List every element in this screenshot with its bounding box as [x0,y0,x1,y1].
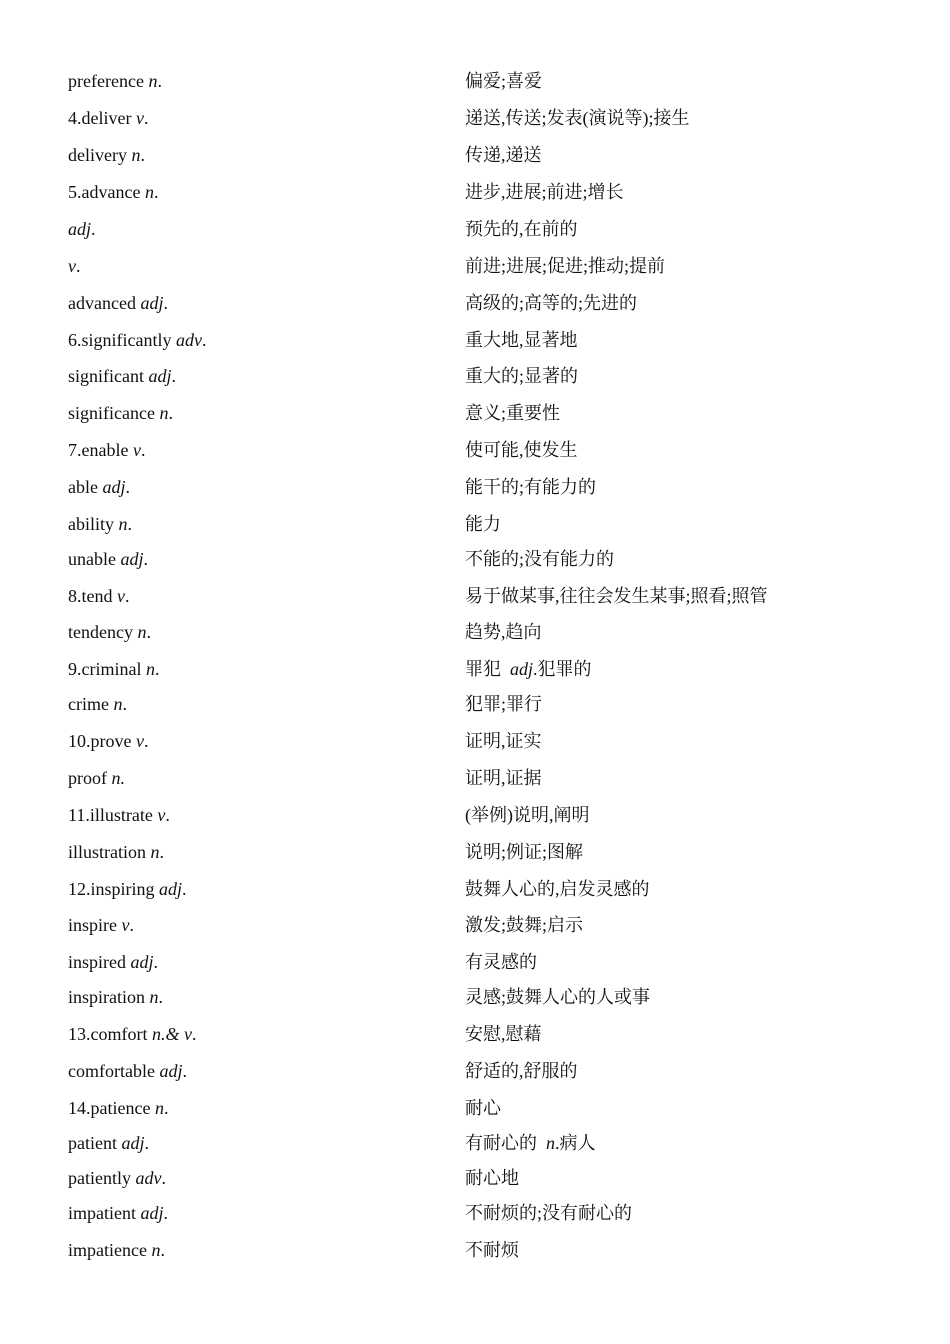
chinese-meaning [465,692,542,716]
word: delivery [68,145,132,165]
english-term [68,143,145,167]
chinese-meaning [465,950,537,974]
part-of-speech: v [68,256,76,276]
meaning-text: 易于做某事,往往会发生某事;照看;照管 [465,586,768,606]
vocab-row [0,729,950,759]
meaning-text: 有耐心的 [465,1133,546,1153]
english-term [68,180,158,204]
pos-period: . [159,842,164,862]
part-of-speech: n [137,622,147,642]
english-term [68,657,159,681]
part-of-speech: v [132,440,141,460]
pos-period: . [153,952,159,972]
part-of-speech: adj [120,549,144,569]
meaning-text: 罪犯 [465,659,510,679]
pos-period: . [182,1061,187,1081]
english-term [68,438,145,462]
meaning-text: 高级的;高等的;先进的 [465,293,638,313]
word: significant [68,366,149,386]
pos-period: . [165,805,170,825]
english-term [68,877,187,901]
part-of-speech: v [117,586,125,606]
vocab-row [0,180,950,210]
meaning-text: 激发;鼓舞;启示 [465,915,584,935]
meaning-extra: .犯罪的 [533,659,592,679]
vocab-row [0,512,950,542]
part-of-speech: n [150,842,160,862]
word: 8.tend [68,586,117,606]
word: 5.advance [68,182,145,202]
meaning-text: 证明,证据 [465,768,542,788]
meaning-text: 有灵感的 [465,952,537,972]
meaning-text: 灵感;鼓舞人心的人或事 [465,987,650,1007]
english-term [68,1022,196,1046]
meaning-text: 耐心地 [465,1168,519,1188]
pos-period: . [125,586,130,606]
vocab-row [0,547,950,577]
pos-period: . [146,622,151,642]
vocab-row [0,1131,950,1161]
word: inspiration [68,987,150,1007]
word: able [68,477,103,497]
meaning-text: 前进;进展;促进;推动;提前 [465,256,666,276]
pos-period: . [143,549,148,569]
chinese-meaning [465,291,637,315]
pos-period: . [143,108,149,128]
part-of-speech: n [118,514,128,534]
chinese-meaning [465,877,650,901]
chinese-meaning [465,729,542,753]
word: 12.inspiring [68,879,160,899]
vocab-row [0,657,950,687]
meaning-text: 不能的;没有能力的 [465,549,615,569]
english-term [68,291,168,315]
english-term [68,729,148,753]
english-term [68,69,162,93]
english-term [68,475,130,499]
meaning-text: 证明,证实 [465,731,542,751]
meaning-text: 不耐烦的;没有耐心的 [465,1203,633,1223]
pos-period: . [76,256,81,276]
part-of-speech: adj [159,879,183,899]
word: 6.significantly [68,330,176,350]
meaning-text: 趋势,趋向 [465,622,542,642]
meaning-text: 重大的;显著的 [465,366,579,386]
vocab-row [0,584,950,614]
vocab-row [0,803,950,833]
english-term [68,1201,168,1225]
chinese-meaning [465,180,624,204]
word: 7.enable [68,440,133,460]
vocab-row [0,475,950,505]
part-of-speech: n [154,1098,164,1118]
part-of-speech: n [131,145,141,165]
meaning-text: 鼓舞人心的,启发灵感的 [465,879,650,899]
part-of-speech: n [149,987,159,1007]
meaning-extra: .病人 [555,1133,596,1153]
meaning-part-of-speech: n [546,1133,555,1153]
word: comfortable [68,1061,160,1081]
english-term [68,1166,166,1190]
vocab-row [0,692,950,722]
english-term [68,620,151,644]
chinese-meaning [465,401,560,425]
chinese-meaning [465,1059,578,1083]
meaning-text: (举例)说明,阐明 [465,805,590,825]
vocab-row [0,217,950,247]
vocab-row [0,438,950,468]
vocab-row [0,364,950,394]
chinese-meaning [465,766,542,790]
english-term [68,106,148,130]
vocab-row [0,106,950,136]
pos-period: . [91,219,96,239]
part-of-speech: adj [159,1061,183,1081]
part-of-speech: adj [68,219,92,239]
english-term [68,584,130,608]
part-of-speech: n [144,182,154,202]
english-term [68,254,81,278]
vocab-row [0,1166,950,1196]
chinese-meaning [465,620,542,644]
english-term [68,1238,165,1262]
part-of-speech: n [145,659,155,679]
word: inspired [68,952,131,972]
english-term [68,1059,187,1083]
vocab-row [0,985,950,1015]
part-of-speech: adj [130,952,154,972]
vocab-row [0,1096,950,1126]
meaning-text: 耐心 [465,1098,501,1118]
vocab-row [0,1022,950,1052]
word: unable [68,549,121,569]
pos-period: . [163,1203,168,1223]
word: 13.comfort [68,1024,152,1044]
vocab-row [0,1059,950,1089]
part-of-speech: adj [121,1133,145,1153]
part-of-speech: n [148,71,158,91]
pos-period: . [144,1133,149,1153]
part-of-speech: n. [111,768,125,788]
english-term [68,1096,168,1120]
pos-period: . [158,987,163,1007]
pos-period: . [143,731,149,751]
pos-period: . [161,1168,166,1188]
pos-period: . [125,477,130,497]
part-of-speech: adj [148,366,172,386]
part-of-speech: n [151,1240,161,1260]
english-term [68,766,125,790]
vocab-row [0,254,950,284]
chinese-meaning [465,1201,632,1225]
english-term [68,547,148,571]
pos-period: . [140,440,146,460]
word: 14.patience [68,1098,155,1118]
meaning-text: 使可能,使发生 [465,440,578,460]
pos-period: . [171,366,176,386]
chinese-meaning [465,328,578,352]
meaning-text: 说明;例证;图解 [465,842,584,862]
vocab-row [0,328,950,358]
chinese-meaning [465,512,501,536]
chinese-meaning [465,475,596,499]
vocab-row [0,840,950,870]
part-of-speech: v [157,805,166,825]
english-term [68,840,164,864]
meaning-text: 舒适的,舒服的 [465,1061,578,1081]
meaning-text: 偏爱;喜爱 [465,71,543,91]
vocab-row [0,620,950,650]
chinese-meaning [465,803,590,827]
word: 10.prove [68,731,136,751]
pos-period: . [182,879,187,899]
part-of-speech: n.& v [151,1024,192,1044]
english-term [68,364,176,388]
part-of-speech: adj [140,293,164,313]
part-of-speech: adj [102,477,126,497]
meaning-part-of-speech: adj [510,659,534,679]
english-term [68,913,134,937]
word: impatience [68,1240,152,1260]
vocab-row [0,766,950,796]
meaning-text: 安慰,慰藉 [465,1024,542,1044]
pos-period: . [163,293,168,313]
chinese-meaning [465,1131,596,1155]
vocab-row [0,950,950,980]
chinese-meaning [465,69,542,93]
meaning-text: 犯罪;罪行 [465,694,543,714]
chinese-meaning [465,840,583,864]
word: tendency [68,622,138,642]
english-term [68,217,96,241]
chinese-meaning [465,584,768,608]
chinese-meaning [465,143,542,167]
part-of-speech: n [113,694,123,714]
word: advanced [68,293,141,313]
word: proof [68,768,112,788]
english-term [68,692,127,716]
chinese-meaning [465,364,578,388]
word: ability [68,514,119,534]
vocab-row [0,143,950,173]
pos-period: . [122,694,127,714]
word: significance [68,403,160,423]
vocab-row [0,1238,950,1268]
chinese-meaning [465,657,592,681]
word: impatient [68,1203,141,1223]
chinese-meaning [465,438,578,462]
english-term [68,985,163,1009]
chinese-meaning [465,254,665,278]
meaning-text: 预先的,在前的 [465,219,578,239]
word: crime [68,694,114,714]
meaning-text: 重大地,显著地 [465,330,578,350]
word: 11.illustrate [68,805,158,825]
meaning-text: 意义;重要性 [465,403,561,423]
pos-period: . [168,403,173,423]
vocab-row [0,913,950,943]
vocab-row [0,291,950,321]
meaning-text: 进步,进展;前进;增长 [465,182,624,202]
part-of-speech: adv [135,1168,162,1188]
word: patient [68,1133,122,1153]
pos-period: . [163,1098,169,1118]
part-of-speech: adv [175,330,202,350]
word: illustration [68,842,151,862]
pos-period: . [160,1240,165,1260]
vocab-row [0,877,950,907]
vocab-row [0,401,950,431]
meaning-text: 能力 [465,514,501,534]
chinese-meaning [465,1022,542,1046]
word: inspire [68,915,122,935]
english-term [68,328,206,352]
chinese-meaning [465,106,690,130]
word: 4.deliver [68,108,136,128]
vocab-row [0,69,950,99]
word: preference [68,71,149,91]
chinese-meaning [465,217,578,241]
chinese-meaning [465,1238,519,1262]
english-term [68,1131,149,1155]
pos-period: . [127,514,132,534]
part-of-speech: v [135,731,144,751]
english-term [68,401,173,425]
vocab-row [0,1201,950,1231]
pos-period: . [157,71,162,91]
pos-period: . [191,1024,197,1044]
meaning-text: 传递,递送 [465,145,542,165]
word: 9.criminal [68,659,146,679]
pos-period: . [140,145,145,165]
chinese-meaning [465,1096,501,1120]
english-term [68,803,170,827]
part-of-speech: v [135,108,144,128]
part-of-speech: v [121,915,130,935]
pos-period: . [154,659,160,679]
chinese-meaning [465,985,650,1009]
word: patiently [68,1168,136,1188]
chinese-meaning [465,547,614,571]
english-term [68,950,158,974]
meaning-text: 能干的;有能力的 [465,477,597,497]
meaning-text: 不耐烦 [465,1240,519,1260]
part-of-speech: adj [140,1203,164,1223]
pos-period: . [201,330,207,350]
pos-period: . [129,915,134,935]
pos-period: . [153,182,159,202]
part-of-speech: n [159,403,169,423]
english-term [68,512,132,536]
chinese-meaning [465,913,583,937]
meaning-text: 递送,传送;发表(演说等);接生 [465,108,690,128]
chinese-meaning [465,1166,519,1190]
